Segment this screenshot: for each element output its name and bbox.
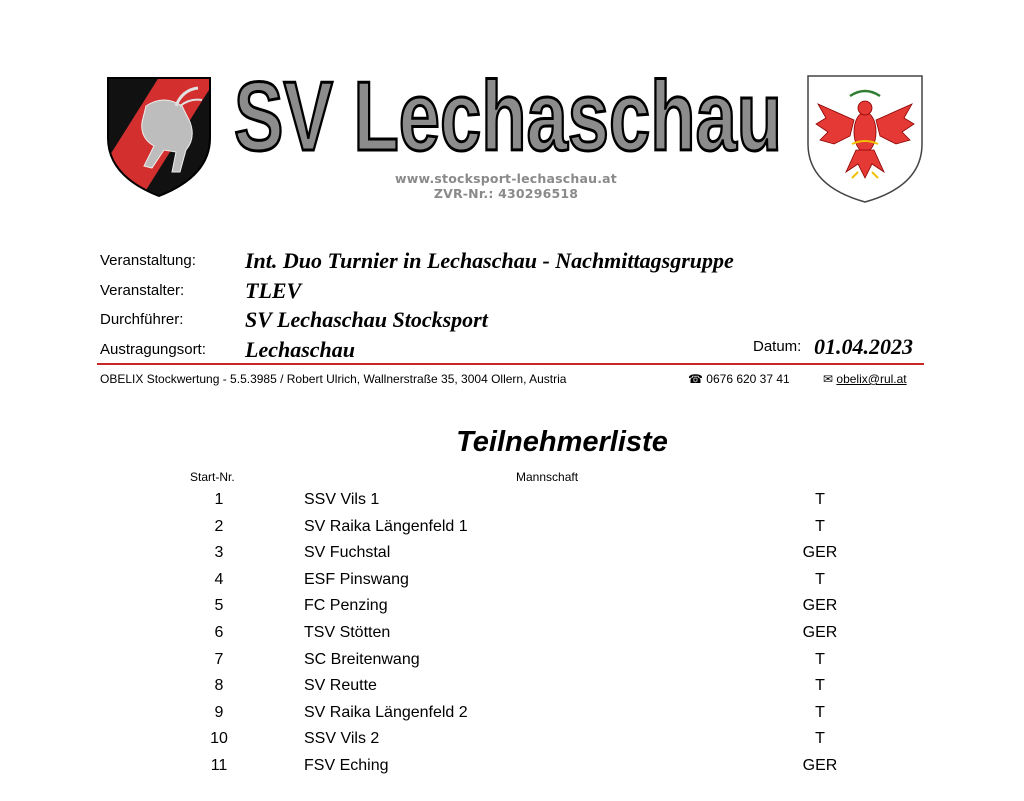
country-code: GER xyxy=(802,597,838,615)
team-name: FSV Eching xyxy=(304,756,389,774)
team-name: FC Penzing xyxy=(304,597,388,615)
start-number: 5 xyxy=(214,597,224,615)
email-info xyxy=(823,372,907,387)
country-code: T xyxy=(815,703,825,721)
table-row xyxy=(0,727,1024,754)
table-row xyxy=(0,621,1024,648)
country-code: T xyxy=(815,650,825,668)
country-code: GER xyxy=(802,756,838,774)
participant-table xyxy=(0,488,1024,781)
organizer-value: TLEV xyxy=(245,278,302,303)
country-code: T xyxy=(815,677,825,695)
executor-label: Durchführer: xyxy=(100,311,184,328)
table-row xyxy=(0,488,1024,515)
team-name: ESF Pinswang xyxy=(304,570,409,588)
website-url: www.stocksport-lechaschau.at xyxy=(395,171,617,186)
table-row xyxy=(0,648,1024,675)
event-label: Veranstaltung: xyxy=(100,252,196,269)
start-number: 4 xyxy=(214,570,224,588)
start-number: 6 xyxy=(214,623,224,641)
team-name: SV Raika Längenfeld 1 xyxy=(304,517,468,535)
team-name: SV Reutte xyxy=(304,677,377,695)
start-number: 11 xyxy=(210,756,228,774)
red-divider xyxy=(97,363,924,365)
tyrol-crest xyxy=(806,74,924,204)
email-link[interactable]: obelix@rul.at xyxy=(836,372,907,386)
table-row xyxy=(0,541,1024,568)
table-row xyxy=(0,701,1024,728)
table-row xyxy=(0,674,1024,701)
software-info: OBELIX Stockwertung - 5.5.3985 / Robert Ulrich, Wallnerstraße 35, 3004 Ollern, Austria xyxy=(100,372,567,386)
venue-label: Austragungsort: xyxy=(100,341,206,358)
phone-number: 0676 620 37 41 xyxy=(706,372,790,386)
country-code: T xyxy=(815,570,825,588)
venue-value: Lechaschau xyxy=(245,337,355,362)
club-title xyxy=(230,61,786,171)
table-row xyxy=(0,515,1024,542)
country-code: GER xyxy=(802,544,838,562)
start-number: 3 xyxy=(214,544,224,562)
list-title: Teilnehmerliste xyxy=(456,426,668,458)
organizer-label: Veranstalter: xyxy=(100,282,185,299)
country-code: GER xyxy=(802,623,838,641)
phone-info xyxy=(688,372,790,387)
table-row xyxy=(0,754,1024,781)
team-name: SSV Vils 1 xyxy=(304,491,380,508)
start-number: 2 xyxy=(214,517,224,535)
date-label: Datum: xyxy=(753,338,802,355)
start-number: 8 xyxy=(214,677,224,695)
start-number: 10 xyxy=(210,730,228,748)
date-value: 01.04.2023 xyxy=(814,334,913,359)
phone-icon: ☎ xyxy=(688,372,703,386)
team-name: SV Raika Längenfeld 2 xyxy=(304,703,468,721)
team-name: TSV Stötten xyxy=(304,623,391,641)
country-code: T xyxy=(815,491,825,508)
executor-value: SV Lechaschau Stocksport xyxy=(245,307,488,332)
start-number: 9 xyxy=(214,703,224,721)
table-row xyxy=(0,568,1024,595)
zvr-number: ZVR-Nr.: 430296518 xyxy=(433,186,579,201)
country-code: T xyxy=(815,517,825,535)
event-value: Int. Duo Turnier in Lechaschau - Nachmittagsgruppe xyxy=(245,248,734,273)
table-row xyxy=(0,594,1024,621)
envelope-icon: ✉ xyxy=(823,372,834,386)
column-header-start-nr: Start-Nr. xyxy=(190,470,235,484)
column-header-team: Mannschaft xyxy=(516,470,579,484)
team-name: SSV Vils 2 xyxy=(304,730,380,748)
start-number: 7 xyxy=(214,650,224,668)
team-name: SC Breitenwang xyxy=(304,650,420,668)
team-name: SV Fuchstal xyxy=(304,544,391,562)
start-number: 1 xyxy=(214,491,224,508)
club-logo xyxy=(106,76,212,198)
country-code: T xyxy=(815,730,825,748)
club-title-text: SV Lechaschau xyxy=(234,61,782,171)
